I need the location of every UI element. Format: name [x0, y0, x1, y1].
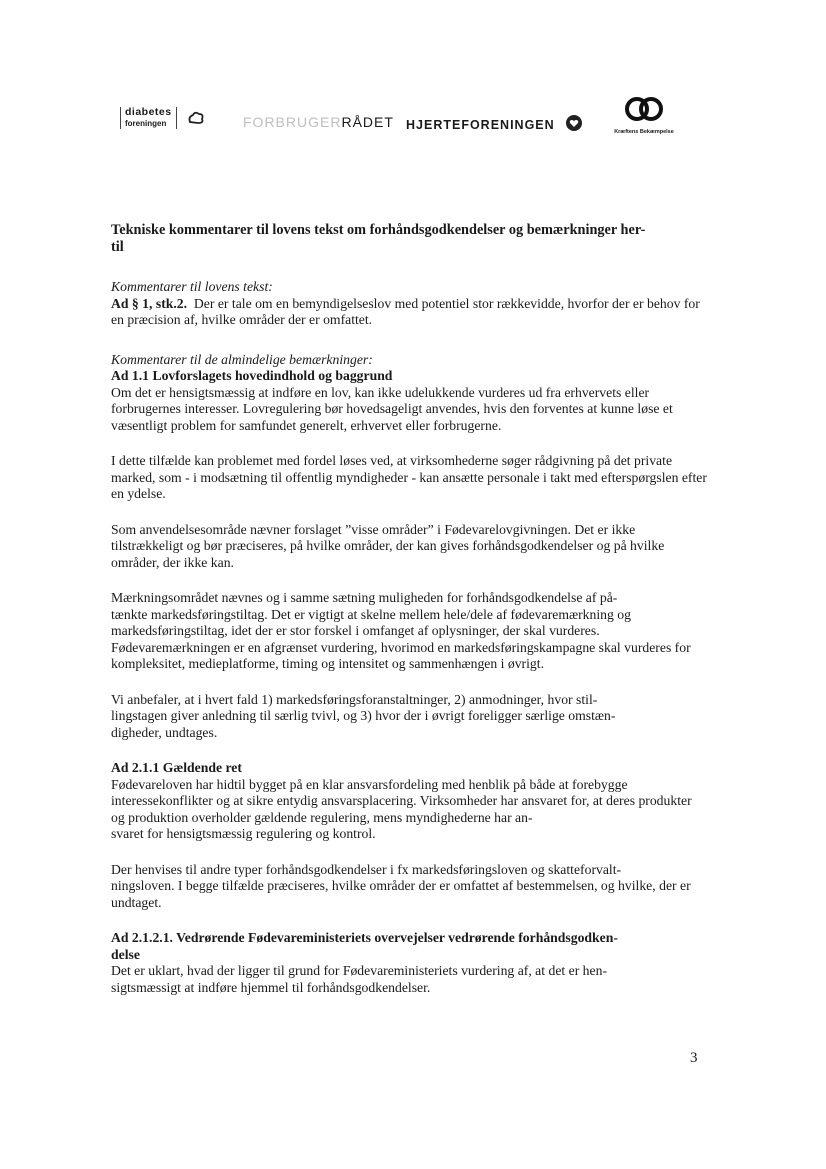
- forbruger-logo-faint: FORBRUGER: [243, 114, 342, 130]
- forbrugerraadet-logo: [243, 114, 394, 130]
- document-title: Tekniske kommentarer til lovens tekst om forhåndsgodkendelser og bemærkninger her- til: [111, 222, 646, 255]
- partner-logos: [0, 0, 826, 150]
- section-text-ad-1: Der er tale om en bemyndigelseslov med potentiel stor rækkevidde, hvorfor der er behov for en præcision af, hvilke områder der er omfattet.: [111, 295, 700, 327]
- section-intro-general-remarks: Kommentarer til de almindelige bemærkninger:: [111, 351, 373, 367]
- hjerteforeningen-logo-text: HJERTEFORENINGEN: [406, 117, 555, 132]
- paragraph-ad-1-stk-2: [111, 296, 707, 329]
- kraeft-rings-icon: [622, 109, 666, 126]
- section-heading-1-1: Ad 1.1 Lovforslagets hovedindhold og baggrund: [111, 368, 393, 383]
- section-intro-law-text: Kommentarer til lovens tekst:: [111, 279, 273, 294]
- diabetes-logo-line2: foreningen: [125, 119, 167, 128]
- paragraph-3: Som anvendelsesområde nævner forslaget ”visse områder” i Fødevarelovgivningen. Det er ikke tilstrækkeligt og bør præciseres, på hvilke områder, der kan gives forhåndsgodkendelser og på hvilke områder, der ikke kan.: [111, 521, 665, 570]
- paragraph-8: Det er uklart, hvad der ligger til grund for Fødevareministeriets vurdering af, at det er hen- sigtsmæssigt at indføre hjemmel til forhåndsgodkendelser.: [111, 963, 607, 995]
- kraeftens-bekaempelse-logo: [606, 96, 682, 135]
- paragraph-1: Om det er hensigtsmæssig at indføre en lov, kan ikke udelukkende vurderes ud fra erhvervets eller forbrugernes interesser. Lovregulering bør hovedsageligt anvendes, hvis den forventes at kunne løse et væsentligt problem for samfundet generelt, erhvervet eller forbrugerne.: [111, 384, 673, 433]
- diabetes-logo-line1: diabetes: [125, 106, 172, 118]
- heart-icon: [565, 114, 583, 135]
- paragraph-4: Mærkningsområdet nævnes og i samme sætning muligheden for forhåndsgodkendelse af på- tænkte markedsføringstiltag. Det er vigtigt at skelne mellem hele/dele af fødevaremærkning og markedsføringstiltag, idet der er stor forskel i omfanget af oplysninger, der skal vurderes. Fødevaremærkningen er en afgrænset vurdering, hvorimod en markedsføringskampagne skal vurderes for kompleksitet, medieplatforme, timing og intensitet og sammenhængen i øvrigt.: [111, 590, 691, 671]
- section-heading-2-1-1: Ad 2.1.1 Gældende ret: [111, 760, 242, 775]
- diabetesforeningen-logo: [116, 107, 205, 129]
- paragraph-7: Der henvises til andre typer forhåndsgodkendelser i fx markedsføringsloven og skatteforvalt- ningsloven. I begge tilfælde præciseres, hvilke områder der er omfattet af bestemmelsen, og hvilke, der er undtaget.: [111, 861, 691, 910]
- section-heading-ad-1: Ad § 1, stk.2.: [111, 295, 188, 311]
- page-number: 3: [690, 1050, 698, 1066]
- section-heading-2-1-2-1: Ad 2.1.2.1. Vedrørende Fødevareministeriets overvejelser vedrørende forhåndsgodken- delse: [111, 930, 618, 962]
- paragraph-6: Fødevareloven har hidtil bygget på en klar ansvarsfordeling med henblik på både at forebygge interessekonflikter og at sikre entydig ansvarsplacering. Virksomheder har ansvaret for, at deres produkter og produktion overholder gældende regulering, mens myndighederne har an- svaret for hensigtsmæssig regulering og kontrol.: [111, 776, 692, 841]
- kraeft-logo-label: Kræftens Bekæmpelse: [614, 129, 674, 135]
- document-body: [111, 222, 707, 996]
- paragraph-5: Vi anbefaler, at i hvert fald 1) markedsføringsforanstaltninger, 2) anmodninger, hvor stil- lingstagen giver anledning til særlig tvivl, og 3) hvor der i øvrigt foreligger særlige omstæn- digheder, undtages.: [111, 691, 616, 740]
- diabetes-drop-icon: [187, 110, 205, 127]
- paragraph-2: I dette tilfælde kan problemet med fordel løses ved, at virksomhederne søger rådgivning på det private marked, som - i modsætning til offentlig myndigheder - kan ansætte personale i takt med efterspørgslen efter en ydelse.: [111, 453, 707, 501]
- hjerteforeningen-logo: [406, 114, 583, 135]
- forbruger-logo-bold: RÅDET: [341, 114, 394, 130]
